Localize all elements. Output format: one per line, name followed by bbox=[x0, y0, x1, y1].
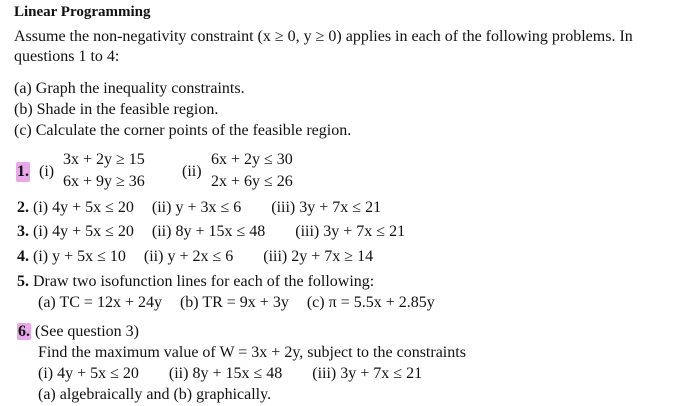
question-4-part-i: (i) y + 5x ≤ 10 bbox=[33, 248, 126, 265]
question-6-method: (a) algebraically and (b) graphically. bbox=[38, 386, 272, 403]
question-6-ref: (See question 3) bbox=[35, 323, 139, 340]
question-5-number: 5. bbox=[17, 273, 29, 290]
question-6-part-iii: (iii) 3y + 7x ≤ 21 bbox=[312, 365, 423, 382]
question-5-items bbox=[38, 293, 435, 313]
question-3 bbox=[17, 222, 405, 242]
intro-line-2: questions 1 to 4: bbox=[14, 48, 120, 65]
question-6-part-ii: (ii) 8y + 15x ≤ 48 bbox=[168, 365, 283, 382]
question-2-part-i: (i) 4y + 5x ≤ 20 bbox=[33, 199, 134, 216]
question-4-part-iii: (iii) 2y + 7x ≥ 14 bbox=[263, 248, 374, 265]
question-2 bbox=[17, 198, 381, 218]
question-5 bbox=[17, 272, 374, 292]
question-1-number: 1. bbox=[17, 163, 29, 180]
question-1-part-i-bottom: 6x + 9y ≥ 36 bbox=[63, 173, 145, 190]
task-c: (c) Calculate the corner points of the feasible region. bbox=[14, 122, 352, 139]
question-1-part-ii-bottom: 2x + 6y ≤ 26 bbox=[211, 173, 293, 190]
task-a: (a) Graph the inequality constraints. bbox=[14, 80, 245, 97]
page-title: Linear Programming bbox=[14, 4, 151, 20]
intro-line-1: Assume the non-negativity constraint (x ≥ 0, y ≥ 0) applies in each of the following problems. In bbox=[14, 28, 633, 45]
question-1-part-ii-top: 6x + 2y ≤ 30 bbox=[211, 151, 293, 168]
question-3-part-iii: (iii) 3y + 7x ≤ 21 bbox=[295, 223, 406, 240]
question-2-number: 2. bbox=[17, 199, 29, 216]
question-3-number: 3. bbox=[17, 223, 29, 240]
question-1-part-ii-label: (ii) bbox=[182, 163, 202, 180]
question-4 bbox=[17, 247, 373, 267]
question-4-part-ii: (ii) y + 2x ≤ 6 bbox=[143, 248, 234, 265]
question-5-part-c: (c) π = 5.5x + 2.85y bbox=[306, 294, 435, 311]
question-5-text: Draw two isofunction lines for each of the following: bbox=[33, 273, 375, 290]
question-4-number: 4. bbox=[17, 248, 29, 265]
question-2-part-iii: (iii) 3y + 7x ≤ 21 bbox=[271, 199, 382, 216]
question-3-part-i: (i) 4y + 5x ≤ 20 bbox=[33, 223, 134, 240]
question-6-part-i: (i) 4y + 5x ≤ 20 bbox=[38, 365, 139, 382]
question-6-text: Find the maximum value of W = 3x + 2y, subject to the constraints bbox=[38, 344, 466, 361]
question-5-part-b: (b) TR = 9x + 3y bbox=[179, 294, 289, 311]
question-3-part-ii: (ii) 8y + 15x ≤ 48 bbox=[151, 223, 266, 240]
question-1-part-i-top: 3x + 2y ≥ 15 bbox=[63, 151, 145, 168]
question-1-part-i-label: (i) bbox=[39, 163, 55, 180]
question-2-part-ii: (ii) y + 3x ≤ 6 bbox=[151, 199, 242, 216]
question-6-number: 6. bbox=[18, 323, 30, 340]
task-b: (b) Shade in the feasible region. bbox=[14, 101, 219, 118]
question-6 bbox=[17, 322, 139, 342]
question-5-part-a: (a) TC = 12x + 24y bbox=[38, 294, 162, 311]
question-6-constraints bbox=[38, 364, 422, 384]
